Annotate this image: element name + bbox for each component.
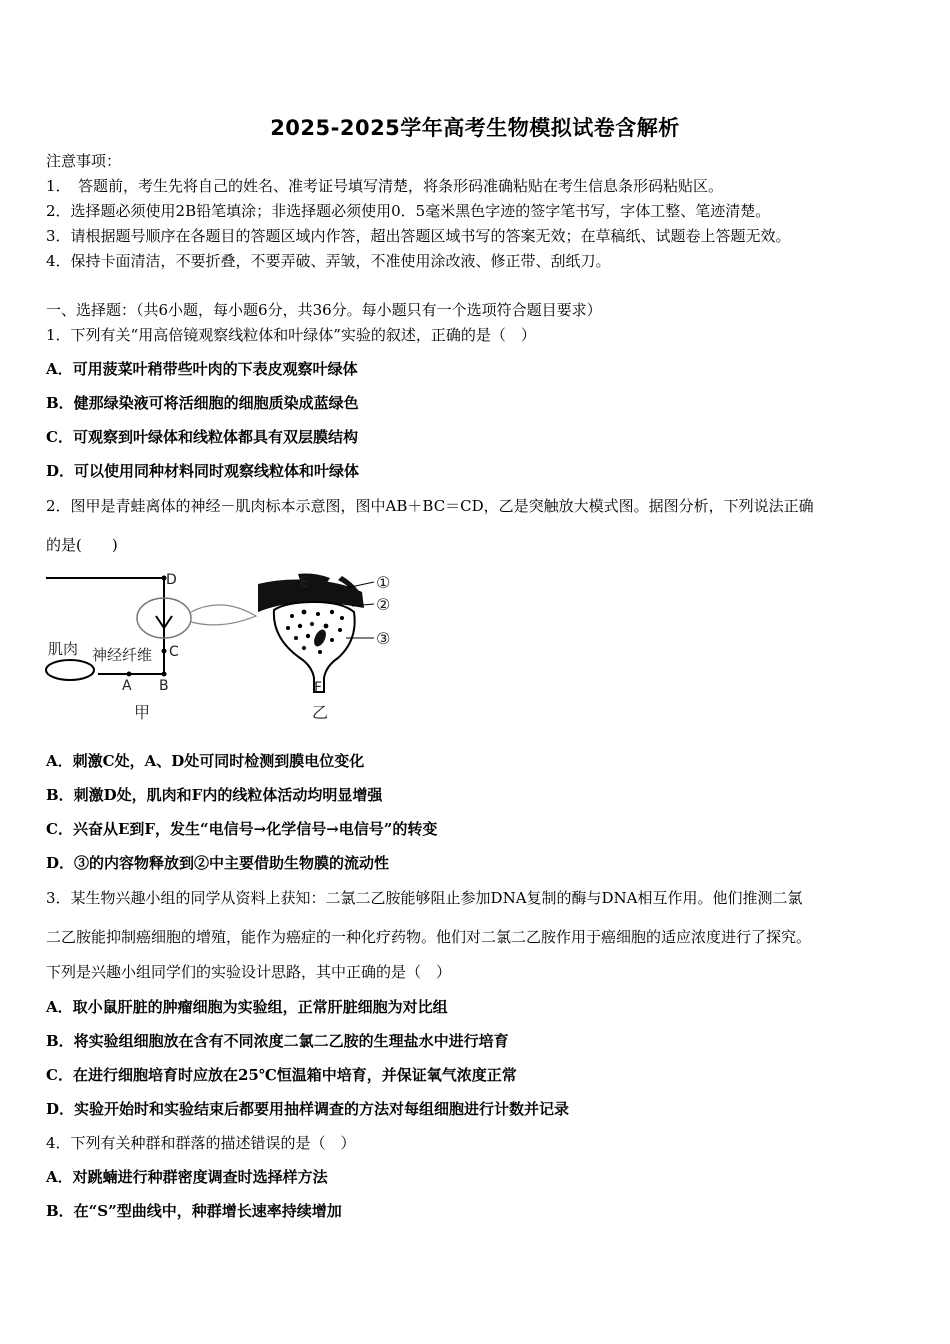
q1-option-b: B．健那绿染液可将活细胞的细胞质染成蓝绿色 (46, 394, 359, 412)
q2-option-a: A．刺激C处，A、D处可同时检测到膜电位变化 (46, 752, 365, 770)
caption-jia: 甲 (134, 703, 151, 722)
q3-stem-line1: 3．某生物兴趣小组的同学从资料上获知：二氯二乙胺能够阻止参加DNA复制的酶与DNA相互作用。他们推测二氯 (46, 889, 803, 907)
notice-heading: 注意事项： (46, 152, 122, 170)
q3-option-d: D．实验开始时和实验结束后都要用抽样调查的方法对每组细胞进行计数并记录 (46, 1100, 570, 1118)
label-b: B (159, 678, 169, 694)
zoom-callout (191, 605, 256, 625)
muscle-shape (46, 660, 94, 680)
q3-option-b: B．将实验组细胞放在含有不同浓度二氯二乙胺的生理盐水中进行培育 (46, 1032, 509, 1050)
label-nerve-fiber: 神经纤维 (92, 646, 153, 664)
q1-option-a: A．可用菠菜叶稍带些叶肉的下表皮观察叶绿体 (46, 360, 358, 378)
q1-stem: 1．下列有关“用高倍镜观察线粒体和叶绿体”实验的叙述，正确的是（ ） (46, 326, 536, 344)
point-a-dot (127, 672, 132, 677)
page-title: 2025-2025学年高考生物模拟试卷含解析 (270, 116, 680, 140)
q2-stem-line1: 2．图甲是青蛙离体的神经－肌肉标本示意图，图中AB＋BC＝CD，乙是突触放大模式图。据图分析，下列说法正确 (46, 497, 814, 515)
nerve-muscle-figure (42, 568, 402, 728)
point-c-dot (162, 649, 167, 654)
q1-option-d: D．可以使用同种材料同时观察线粒体和叶绿体 (46, 462, 360, 480)
presynaptic-terminal (274, 602, 355, 692)
q4-stem: 4．下列有关种群和群落的描述错误的是（ ） (46, 1134, 356, 1152)
label-a: A (122, 678, 132, 694)
q2-option-d: D．③的内容物释放到②中主要借助生物膜的流动性 (46, 854, 390, 872)
notice-item-4: 4．保持卡面清洁，不要折叠，不要弄破、弄皱，不准使用涂改液、修正带、刮纸刀。 (46, 252, 611, 270)
q2-option-c: C．兴奋从E到F，发生“电信号→化学信号→电信号”的转变 (46, 820, 438, 838)
notice-item-1: 1． 答题前，考生先将自己的姓名、准考证号填写清楚，将条形码准确粘贴在考生信息条形码粘贴区。 (46, 177, 724, 195)
label-circled-1: ① (376, 573, 391, 592)
q3-option-a: A．取小鼠肝脏的肿瘤细胞为实验组，正常肝脏细胞为对比组 (46, 998, 448, 1016)
q3-stem-line3: 下列是兴趣小组同学们的实验设计思路，其中正确的是（ ） (46, 963, 452, 981)
caption-yi: 乙 (312, 703, 329, 722)
q1-option-c: C．可观察到叶绿体和线粒体都具有双层膜结构 (46, 428, 358, 446)
q3-stem-line2: 二乙胺能抑制癌细胞的增殖，能作为癌症的一种化疗药物。他们对二氯二乙胺作用于癌细胞的适应浓度进行了探究。 (46, 928, 812, 946)
q3-option-c: C．在进行细胞培育时应放在25℃恒温箱中培育，并保证氧气浓度正常 (46, 1066, 517, 1084)
q2-stem-line2: 的是( ) (46, 536, 118, 554)
label-f: F (314, 680, 323, 696)
label-d: D (166, 572, 177, 588)
label-c: C (169, 644, 179, 660)
label-circled-2: ② (376, 595, 391, 614)
label-e: E (300, 575, 309, 591)
section-heading: 一、选择题：（共6小题，每小题6分，共36分。每小题只有一个选项符合题目要求） (46, 301, 602, 319)
q4-option-a: A．对跳蝻进行种群密度调查时选择样方法 (46, 1168, 328, 1186)
point-b-dot (162, 672, 167, 677)
q2-option-b: B．刺激D处，肌肉和F内的线粒体活动均明显增强 (46, 786, 383, 804)
notice-item-3: 3．请根据题号顺序在各题目的答题区域内作答，超出答题区域书写的答案无效；在草稿纸、试题卷上答题无效。 (46, 227, 791, 245)
q4-option-b: B．在“S”型曲线中，种群增长速率持续增加 (46, 1202, 342, 1220)
label-circled-3: ③ (376, 629, 391, 648)
label-muscle: 肌肉 (48, 640, 79, 658)
notice-item-2: 2．选择题必须使用2B铅笔填涂；非选择题必须使用0．5毫米黑色字迹的签字笔书写，字体工整、笔迹清楚。 (46, 202, 771, 220)
